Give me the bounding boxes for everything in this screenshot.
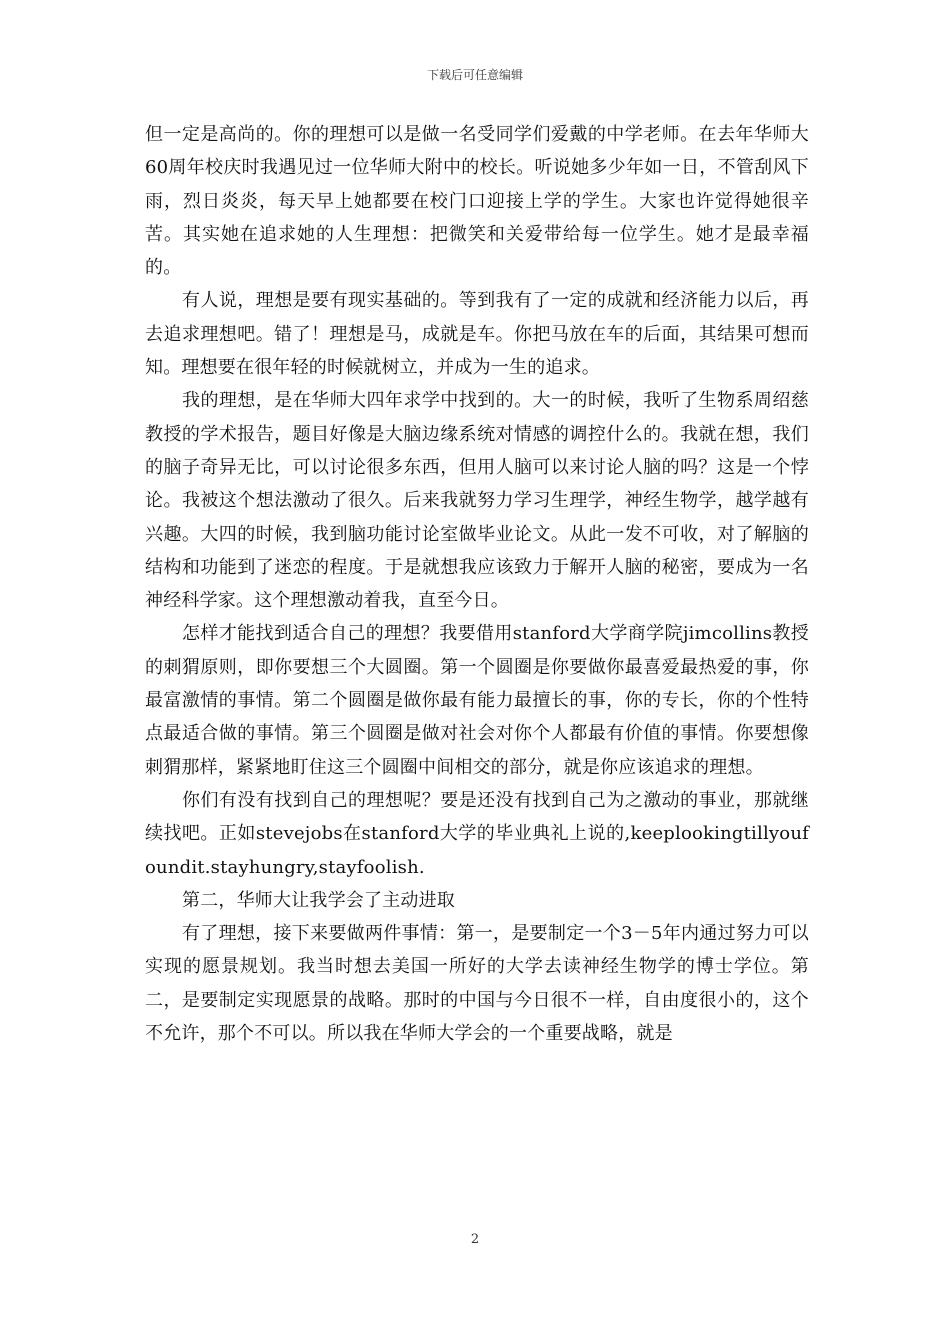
paragraph-3: 我的理想，是在华师大四年求学中找到的。大一的时候，我听了生物系周绍慈教授的学术报告，题目好像是大脑边缘系统对情感的调控什么的。我就在想，我们的脑子奇异无比，可以讨论很多东西，但用人脑可以来讨论人脑的吗？这是一个悖论。我被这个想法激动了很久。后来我就努力学习生理学，神经生物学，越学越有兴趣。大四的时候，我到脑功能讨论室做毕业论文。从此一发不可收，对了解脑的结构和功能到了迷恋的程度。于是就想我应该致力于解开人脑的秘密，要成为一名神经科学家。这个理想激动着我，直至今日。 (145, 390, 809, 612)
paragraph-4: 怎样才能找到适合自己的理想？我要借用stanford大学商学院jimcollins教授的刺猬原则，即你要想三个大圆圈。第一个圆圈是你要做你最喜爱最热爱的事，你最富激情的事情。第二个圆圈是做你最有能力最擅长的事，你的专长，你的个性特点最适合做的事情。第三个圆圈是做对社会对你个人都最有价值的事情。你要想像刺猬那样，紧紧地盯住这三个圆圈中间相交的部分，就是你应该追求的理想。 (145, 623, 809, 778)
paragraph-2: 有人说，理想是要有现实基础的。等到我有了一定的成就和经济能力以后，再去追求理想吧。错了！理想是马，成就是车。你把马放在车的后面，其结果可想而知。理想要在很年轻的时候就树立，并成为一生的追求。 (145, 290, 809, 379)
body-text (145, 118, 809, 1050)
paragraph-5: 你们有没有找到自己的理想呢？要是还没有找到自己为之激动的事业，那就继续找吧。正如stevejobs在stanford大学的毕业典礼上说的,keeplookingtillyoufoundit.stayhungry,stayfoolish. (145, 789, 809, 878)
paragraph-1: 但一定是高尚的。你的理想可以是做一名受同学们爱戴的中学老师。在去年华师大60周年校庆时我遇见过一位华师大附中的校长。听说她多少年如一日，不管刮风下雨，烈日炎炎，每天早上她都要在校门口迎接上学的学生。大家也许觉得她很辛苦。其实她在追求她的人生理想：把微笑和关爱带给每一位学生。她才是最幸福的。 (145, 124, 809, 279)
paragraph-6: 有了理想，接下来要做两件事情：第一，是要制定一个3－5年内通过努力可以实现的愿景规划。我当时想去美国一所好的大学去读神经生物学的博士学位。第二，是要制定实现愿景的战略。那时的中国与今日很不一样，自由度很小的，这个不允许，那个不可以。所以我在华师大学会的一个重要战略，就是 (145, 923, 809, 1045)
section-heading: 第二，华师大让我学会了主动进取 (182, 889, 455, 911)
page-number: 2 (470, 1232, 480, 1247)
page-header: 下载后可任意编辑 (426, 68, 523, 82)
